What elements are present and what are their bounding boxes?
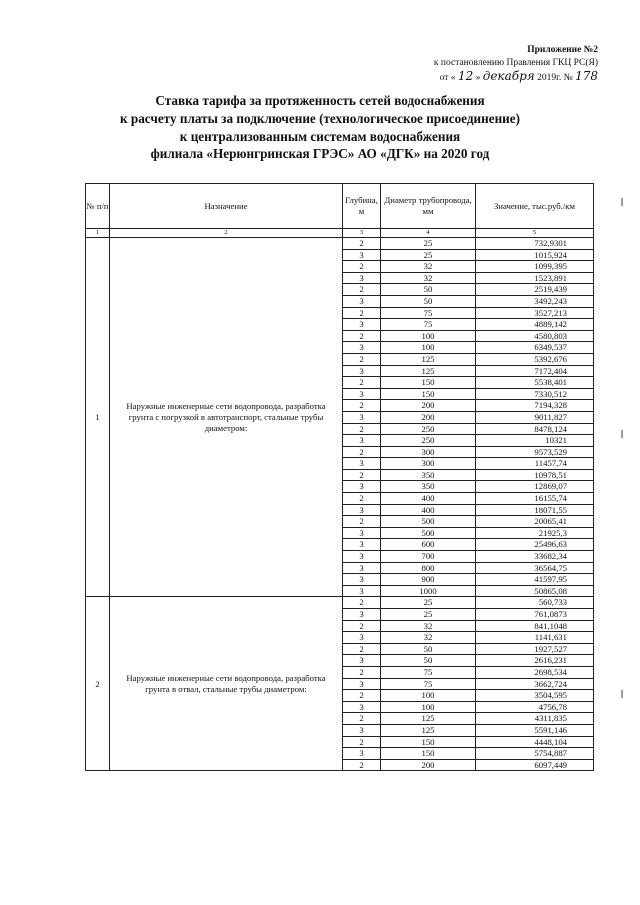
diameter-cell: 125 [381,724,476,736]
diameter-cell: 600 [381,539,476,551]
depth-cell: 2 [343,643,381,655]
value-cell: 20065,41 [476,516,594,528]
scan-mark [621,430,623,438]
scan-mark [621,690,623,698]
tariff-table [85,183,594,771]
diameter-cell: 800 [381,562,476,574]
depth-cell: 3 [343,342,381,354]
depth-cell: 2 [343,377,381,389]
depth-cell: 3 [343,435,381,447]
diameter-cell: 75 [381,319,476,331]
diameter-cell: 50 [381,643,476,655]
depth-cell: 3 [343,678,381,690]
diameter-cell: 25 [381,597,476,609]
depth-cell: 3 [343,609,381,621]
column-index: 5 [476,229,594,238]
value-cell: 732,9301 [476,238,594,250]
depth-cell: 2 [343,493,381,505]
depth-cell: 3 [343,272,381,284]
row-description: Наружные инженерные сети водопровода, разработка грунта в отвал, стальные трубы диаметром: [110,597,343,771]
diameter-cell: 350 [381,481,476,493]
diameter-cell: 700 [381,551,476,563]
diameter-cell: 250 [381,423,476,435]
date-year: 2019г. № [537,73,573,83]
depth-cell: 3 [343,655,381,667]
diameter-cell: 100 [381,342,476,354]
scan-mark [621,198,623,206]
diameter-cell: 75 [381,307,476,319]
diameter-cell: 125 [381,713,476,725]
diameter-cell: 50 [381,284,476,296]
depth-cell: 2 [343,353,381,365]
date-day: 12 [457,69,474,83]
diameter-cell: 400 [381,504,476,516]
col-header-depth: Глубина, м [343,184,381,229]
appendix-block [434,44,598,85]
depth-cell: 2 [343,620,381,632]
table-header-row [86,184,594,229]
diameter-cell: 400 [381,493,476,505]
diameter-cell: 125 [381,353,476,365]
diameter-cell: 50 [381,295,476,307]
col-header-diameter: Диаметр трубопровода, мм [381,184,476,229]
value-cell: 5392,676 [476,353,594,365]
value-cell: 41597,95 [476,574,594,586]
appendix-date [434,70,598,85]
depth-cell: 3 [343,319,381,331]
title-line-2: к расчету платы за подключение (технологическое присоединение) [119,110,521,126]
value-cell: 50865,08 [476,585,594,597]
value-cell: 25496,63 [476,539,594,551]
value-cell: 6349,537 [476,342,594,354]
depth-cell: 3 [343,551,381,563]
depth-cell: 3 [343,701,381,713]
row-description: Наружные инженерные сети водопровода, разработка грунта с погрузкой в автотранспорт, стальные трубы диаметром: [110,238,343,597]
document-title [0,92,640,163]
value-cell: 11457,74 [476,458,594,470]
depth-cell: 3 [343,632,381,644]
value-cell: 1015,924 [476,249,594,261]
value-cell: 5754,887 [476,748,594,760]
diameter-cell: 150 [381,748,476,760]
diameter-cell: 32 [381,620,476,632]
depth-cell: 2 [343,261,381,273]
value-cell: 3492,243 [476,295,594,307]
depth-cell: 2 [343,423,381,435]
date-mid: » [475,73,481,83]
value-cell: 4311,835 [476,713,594,725]
depth-cell: 2 [343,238,381,250]
diameter-cell: 250 [381,435,476,447]
value-cell: 3504,595 [476,690,594,702]
value-cell: 7330,512 [476,388,594,400]
date-month: декабря [482,69,535,83]
col-header-name: Назначение [110,184,343,229]
diameter-cell: 100 [381,330,476,342]
value-cell: 3662,724 [476,678,594,690]
depth-cell: 3 [343,295,381,307]
value-cell: 36564,75 [476,562,594,574]
depth-cell: 3 [343,481,381,493]
depth-cell: 2 [343,666,381,678]
diameter-cell: 150 [381,736,476,748]
value-cell: 841,1048 [476,620,594,632]
table-row [86,238,594,250]
value-cell: 1141,631 [476,632,594,644]
diameter-cell: 300 [381,446,476,458]
diameter-cell: 900 [381,574,476,586]
diameter-cell: 150 [381,377,476,389]
value-cell: 9573,529 [476,446,594,458]
diameter-cell: 500 [381,516,476,528]
depth-cell: 2 [343,736,381,748]
value-cell: 1099,395 [476,261,594,273]
depth-cell: 3 [343,249,381,261]
appendix-title: Приложение №2 [527,45,598,55]
diameter-cell: 1000 [381,585,476,597]
value-cell: 12869,07 [476,481,594,493]
diameter-cell: 25 [381,249,476,261]
value-cell: 7194,328 [476,400,594,412]
depth-cell: 2 [343,690,381,702]
diameter-cell: 200 [381,759,476,771]
value-cell: 4580,803 [476,330,594,342]
value-cell: 10978,51 [476,469,594,481]
date-prefix: от « [439,73,456,83]
title-line-4: филиала «Нерюнгринская ГРЭС» АО «ДГК» на 2020 год [150,146,490,162]
depth-cell: 3 [343,504,381,516]
value-cell: 2519,439 [476,284,594,296]
value-cell: 5591,146 [476,724,594,736]
depth-cell: 3 [343,724,381,736]
depth-cell: 3 [343,748,381,760]
value-cell: 33682,34 [476,551,594,563]
title-line-3: к централизованным системам водоснабжения [179,128,461,144]
doc-number: 178 [575,69,598,83]
diameter-cell: 500 [381,527,476,539]
value-cell: 1523,891 [476,272,594,284]
value-cell: 4756,78 [476,701,594,713]
depth-cell: 2 [343,446,381,458]
value-cell: 16155,74 [476,493,594,505]
column-index: 4 [381,229,476,238]
diameter-cell: 350 [381,469,476,481]
depth-cell: 2 [343,597,381,609]
diameter-cell: 100 [381,690,476,702]
depth-cell: 2 [343,516,381,528]
diameter-cell: 50 [381,655,476,667]
column-index: 1 [86,229,110,238]
diameter-cell: 125 [381,365,476,377]
value-cell: 21925,3 [476,527,594,539]
depth-cell: 3 [343,365,381,377]
value-cell: 560,733 [476,597,594,609]
table-body [86,229,594,771]
value-cell: 18071,55 [476,504,594,516]
column-index: 3 [343,229,381,238]
row-number: 2 [86,597,110,771]
diameter-cell: 32 [381,632,476,644]
depth-cell: 3 [343,458,381,470]
depth-cell: 3 [343,527,381,539]
depth-cell: 3 [343,585,381,597]
depth-cell: 2 [343,284,381,296]
value-cell: 6097,449 [476,759,594,771]
table-row [86,597,594,609]
value-cell: 10321 [476,435,594,447]
depth-cell: 2 [343,307,381,319]
value-cell: 4448,104 [476,736,594,748]
value-cell: 4889,142 [476,319,594,331]
diameter-cell: 150 [381,388,476,400]
col-header-value: Значение, тыс.руб./км [476,184,594,229]
depth-cell: 2 [343,759,381,771]
column-index-row [86,229,594,238]
appendix-resolution: к постановлению Правления ГКЦ РС(Я) [433,58,598,68]
diameter-cell: 300 [381,458,476,470]
diameter-cell: 75 [381,678,476,690]
value-cell: 3527,213 [476,307,594,319]
value-cell: 2698,534 [476,666,594,678]
depth-cell: 3 [343,574,381,586]
diameter-cell: 32 [381,261,476,273]
depth-cell: 3 [343,539,381,551]
diameter-cell: 32 [381,272,476,284]
depth-cell: 3 [343,388,381,400]
value-cell: 5538,401 [476,377,594,389]
title-line-1: Ставка тарифа за протяженность сетей водоснабжения [155,93,485,108]
value-cell: 9011,827 [476,411,594,423]
value-cell: 7172,404 [476,365,594,377]
depth-cell: 3 [343,411,381,423]
row-number: 1 [86,238,110,597]
diameter-cell: 25 [381,609,476,621]
col-header-num: № п/п [86,184,110,229]
depth-cell: 2 [343,469,381,481]
value-cell: 1927,527 [476,643,594,655]
depth-cell: 2 [343,330,381,342]
value-cell: 8478,124 [476,423,594,435]
diameter-cell: 100 [381,701,476,713]
depth-cell: 3 [343,562,381,574]
depth-cell: 2 [343,400,381,412]
diameter-cell: 75 [381,666,476,678]
value-cell: 761,0873 [476,609,594,621]
value-cell: 2616,231 [476,655,594,667]
diameter-cell: 200 [381,400,476,412]
depth-cell: 2 [343,713,381,725]
column-index: 2 [110,229,343,238]
diameter-cell: 25 [381,238,476,250]
diameter-cell: 200 [381,411,476,423]
